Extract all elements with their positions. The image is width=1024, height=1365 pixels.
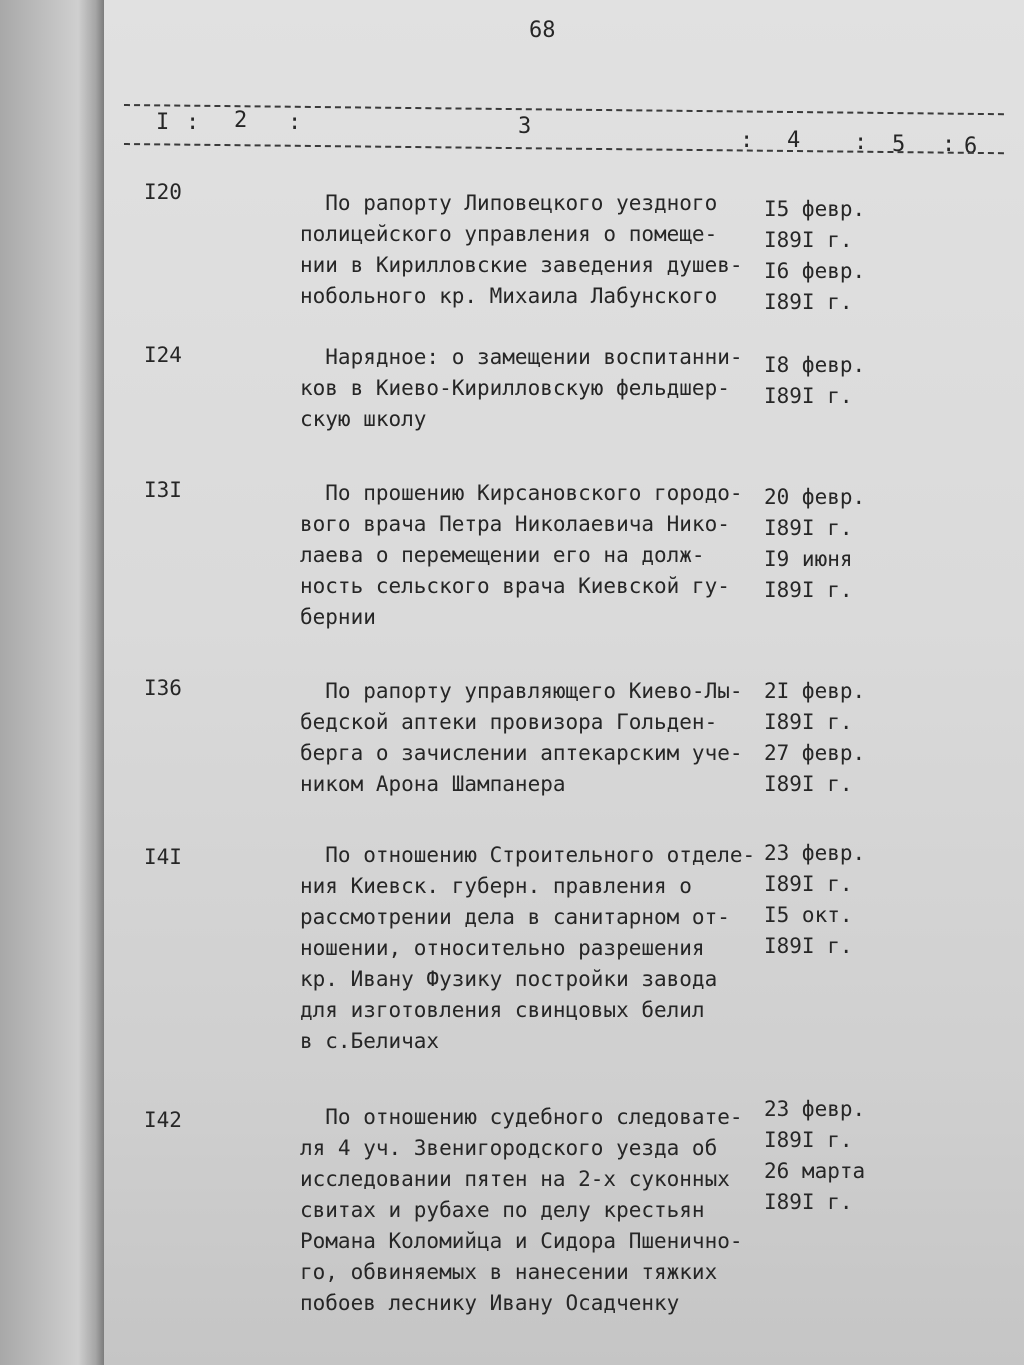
date-line: I89I г.	[764, 290, 853, 314]
header-rule-bottom	[124, 143, 1004, 154]
entry-description	[300, 1102, 770, 1319]
text-line: По прошению Кирсановского городо-	[300, 481, 743, 505]
entry-description	[300, 840, 770, 1057]
date-line: I89I г.	[764, 516, 853, 540]
book-gutter	[0, 0, 104, 1365]
date-line: I89I г.	[764, 578, 853, 602]
column-separator: :	[942, 132, 956, 157]
date-line: I89I г.	[764, 228, 853, 252]
text-line: вого врача Петра Николаевича Нико-	[300, 512, 730, 536]
date-line: I89I г.	[764, 1128, 853, 1152]
date-line: 27 февр.	[764, 741, 866, 765]
entry-number: I24	[144, 343, 182, 367]
column-header-2: 2	[234, 108, 248, 133]
column-header-1: I	[156, 110, 170, 135]
entry-dates	[764, 482, 914, 606]
date-line: I5 февр.	[764, 197, 866, 221]
text-line: для изготовления свинцовых белил	[300, 998, 705, 1022]
text-line: Романа Коломийца и Сидора Пшенично-	[300, 1229, 743, 1253]
text-line: По отношению Строительного отделе-	[300, 843, 756, 867]
date-line: I8 февр.	[764, 353, 866, 377]
entry-dates	[764, 350, 914, 412]
date-line: 2I февр.	[764, 679, 866, 703]
entry-description	[300, 676, 770, 800]
date-line: I89I г.	[764, 710, 853, 734]
text-line: полицейского управления о помеще-	[300, 222, 718, 246]
text-line: рассмотрении дела в санитарном от-	[300, 905, 730, 929]
text-line: нии в Кирилловские заведения душев-	[300, 253, 743, 277]
date-line: I89I г.	[764, 934, 853, 958]
date-line: 26 марта	[764, 1159, 866, 1183]
entry-number: I42	[144, 1108, 182, 1132]
date-line: I89I г.	[764, 872, 853, 896]
column-separator: :	[854, 130, 868, 155]
column-header-6: 6	[964, 134, 978, 159]
text-line: бедской аптеки провизора Гольден-	[300, 710, 718, 734]
text-line: нобольного кр. Михаила Лабунского	[300, 284, 718, 308]
text-line: По рапорту Липовецкого уездного	[300, 191, 718, 215]
column-header-5: 5	[892, 132, 906, 157]
text-line: ния Киевск. губерн. правления о	[300, 874, 692, 898]
entry-dates	[764, 676, 914, 800]
text-line: Нарядное: о замещении воспитанни-	[300, 345, 743, 369]
text-line: ником Арона Шампанера	[300, 772, 566, 796]
column-separator: :	[740, 128, 754, 153]
date-line: I5 окт.	[764, 903, 853, 927]
date-line: I89I г.	[764, 1190, 853, 1214]
text-line: ля 4 уч. Звенигородского уезда об	[300, 1136, 718, 1160]
entry-number: I3I	[144, 478, 182, 502]
column-separator: :	[288, 110, 302, 135]
date-line: I9 июня	[764, 547, 853, 571]
text-line: исследовании пятен на 2-х суконных	[300, 1167, 730, 1191]
text-line: ность сельского врача Киевской гу-	[300, 574, 730, 598]
text-line: кр. Ивану Фузику постройки завода	[300, 967, 718, 991]
text-line: лаева о перемещении его на долж-	[300, 543, 705, 567]
document-page	[104, 0, 1024, 1365]
text-line: скую школу	[300, 407, 427, 431]
entry-description	[300, 478, 770, 633]
page-number: 68	[529, 18, 556, 43]
date-line: 23 февр.	[764, 841, 866, 865]
text-line: в с.Беличах	[300, 1029, 440, 1053]
text-line: По отношению судебного следовате-	[300, 1105, 743, 1129]
date-line: I89I г.	[764, 772, 853, 796]
date-line: 20 февр.	[764, 485, 866, 509]
entry-description	[300, 188, 770, 312]
text-line: свитах и рубахе по делу крестьян	[300, 1198, 705, 1222]
entry-dates	[764, 838, 914, 962]
text-line: берга о зачислении аптекарским уче-	[300, 741, 743, 765]
entry-number: I20	[144, 180, 182, 204]
entry-dates	[764, 1094, 914, 1218]
column-header-4: 4	[787, 128, 801, 153]
text-line: ношении, относительно разрешения	[300, 936, 705, 960]
entry-dates	[764, 194, 914, 318]
text-line: побоев леснику Ивану Осадченку	[300, 1291, 680, 1315]
entry-number: I4I	[144, 845, 182, 869]
column-header-3: 3	[518, 114, 532, 139]
entry-number: I36	[144, 676, 182, 700]
entry-description	[300, 342, 770, 435]
column-separator: :	[186, 110, 200, 135]
text-line: го, обвиняемых в нанесении тяжких	[300, 1260, 718, 1284]
text-line: По рапорту управляющего Киево-Лы-	[300, 679, 743, 703]
date-line: I89I г.	[764, 384, 853, 408]
text-line: ков в Киево-Кирилловскую фельдшер-	[300, 376, 730, 400]
text-line: бернии	[300, 605, 376, 629]
date-line: 23 февр.	[764, 1097, 866, 1121]
header-rule-top	[124, 104, 1004, 115]
date-line: I6 февр.	[764, 259, 866, 283]
